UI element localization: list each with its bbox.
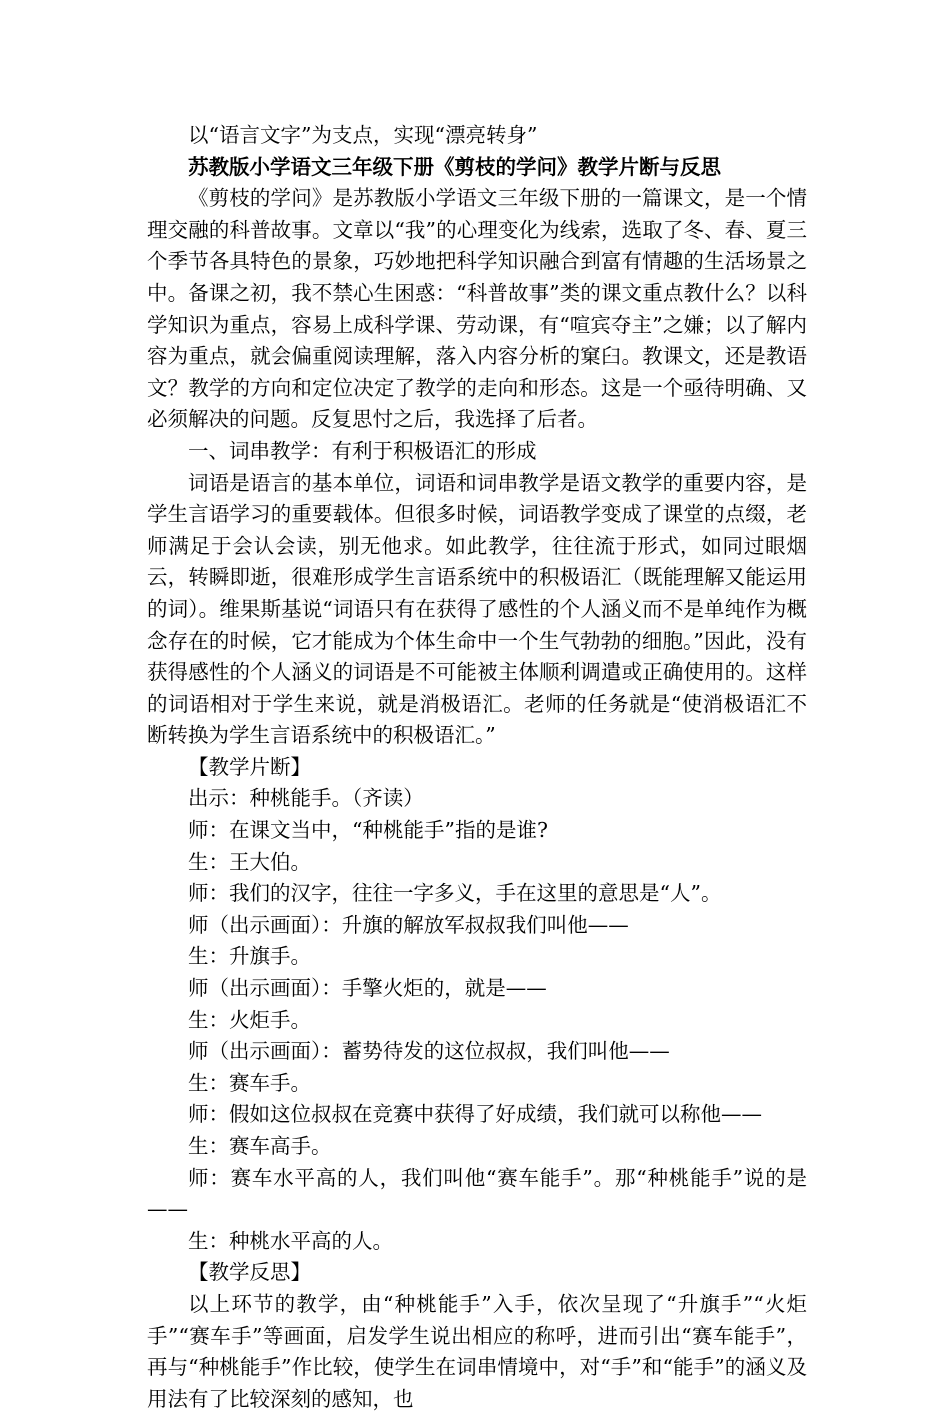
dialogue-line: 生：赛车高手。 (188, 1134, 332, 1158)
dialogue-line: 生：王大伯。 (188, 849, 311, 874)
dialogue-line: 出示：种桃能手。（齐读） (188, 786, 424, 811)
segment-heading: 【教学片断】 (188, 754, 311, 779)
section-heading: 一、词串教学：有利于积极语汇的形成 (188, 438, 537, 463)
document-body (147, 120, 807, 1415)
reflection-heading: 【教学反思】 (188, 1260, 311, 1285)
body-paragraph: 词语是语言的基本单位，词语和词串教学是语文教学的重要内容，是学生言语学习的重要载体。但很多时候，词语教学变成了课堂的点缀，老师满足于会认会读，别无他求。如此教学，往往流于形式，如同过眼烟云，转瞬即逝，很难形成学生言语系统中的积极语汇（既能理解又能运用的词）。维果斯基说“词语只有在获得了感性的个人涵义而不是单纯作为概念存在的时候，它才能成为个体生命中一个生气勃勃的细胞。”因此，没有获得感性的个人涵义的词语是不可能被主体顺利调遣或正确使用的。这样的词语相对于学生来说，就是消极语汇。老师的任务就是“使消极语汇不断转换为学生言语系统中的积极语汇。” (147, 470, 807, 748)
dialogue-line: 师：我们的汉字，往往一字多义，手在这里的意思是“人”。 (188, 881, 722, 906)
dialogue-line: 师（出示画面）：手擎火炬的，就是—— (188, 976, 547, 1001)
reflection-paragraph: 以上环节的教学，由“种桃能手”入手，依次呈现了“升旗手”“火炬手”“赛车手”等画面，启发学生说出相应的称呼，进而引出“赛车能手”，再与“种桃能手”作比较，使学生在词串情境中，对“手”和“能手”的涵义及用法有了比较深刻的感知，也 (147, 1291, 807, 1411)
dialogue-line: 师：赛车水平高的人，我们叫他“赛车能手”。那“种桃能手”说的是—— (147, 1165, 807, 1222)
document-title: 苏教版小学语文三年级下册《剪枝的学问》教学片断与反思 (188, 154, 721, 179)
dialogue-line: 生：升旗手。 (188, 944, 311, 969)
dialogue-line: 师（出示画面）：升旗的解放军叔叔我们叫他—— (188, 912, 629, 937)
dialogue-line: 生：火炬手。 (188, 1007, 311, 1032)
dialogue-line: 生：种桃水平高的人。 (188, 1228, 393, 1253)
dialogue-line: 生：赛车手。 (188, 1070, 311, 1095)
intro-paragraph: 《剪枝的学问》是苏教版小学语文三年级下册的一篇课文，是一个情理交融的科普故事。文章以“我”的心理变化为线索，选取了冬、春、夏三个季节各具特色的景象，巧妙地把科学知识融合到富有情趣的生活场景之中。备课之初，我不禁心生困惑：“科普故事”类的课文重点教什么？以科学知识为重点，容易上成科学课、劳动课，有“喧宾夺主”之嫌；以了解内容为重点，就会偏重阅读理解，落入内容分析的窠臼。教课文，还是教语文？教学的方向和定位决定了教学的走向和形态。这是一个亟待明确、又必须解决的问题。反复思忖之后，我选择了后者。 (147, 186, 807, 432)
dialogue-line: 师：在课文当中，“种桃能手”指的是谁? (188, 818, 548, 843)
dialogue-line: 师：假如这位叔叔在竞赛中获得了好成绩，我们就可以称他—— (188, 1102, 762, 1127)
document-subtitle: 以“语言文字”为支点，实现“漂亮转身” (188, 123, 538, 147)
dialogue-line: 师（出示画面）：蓄势待发的这位叔叔，我们叫他—— (188, 1039, 670, 1064)
